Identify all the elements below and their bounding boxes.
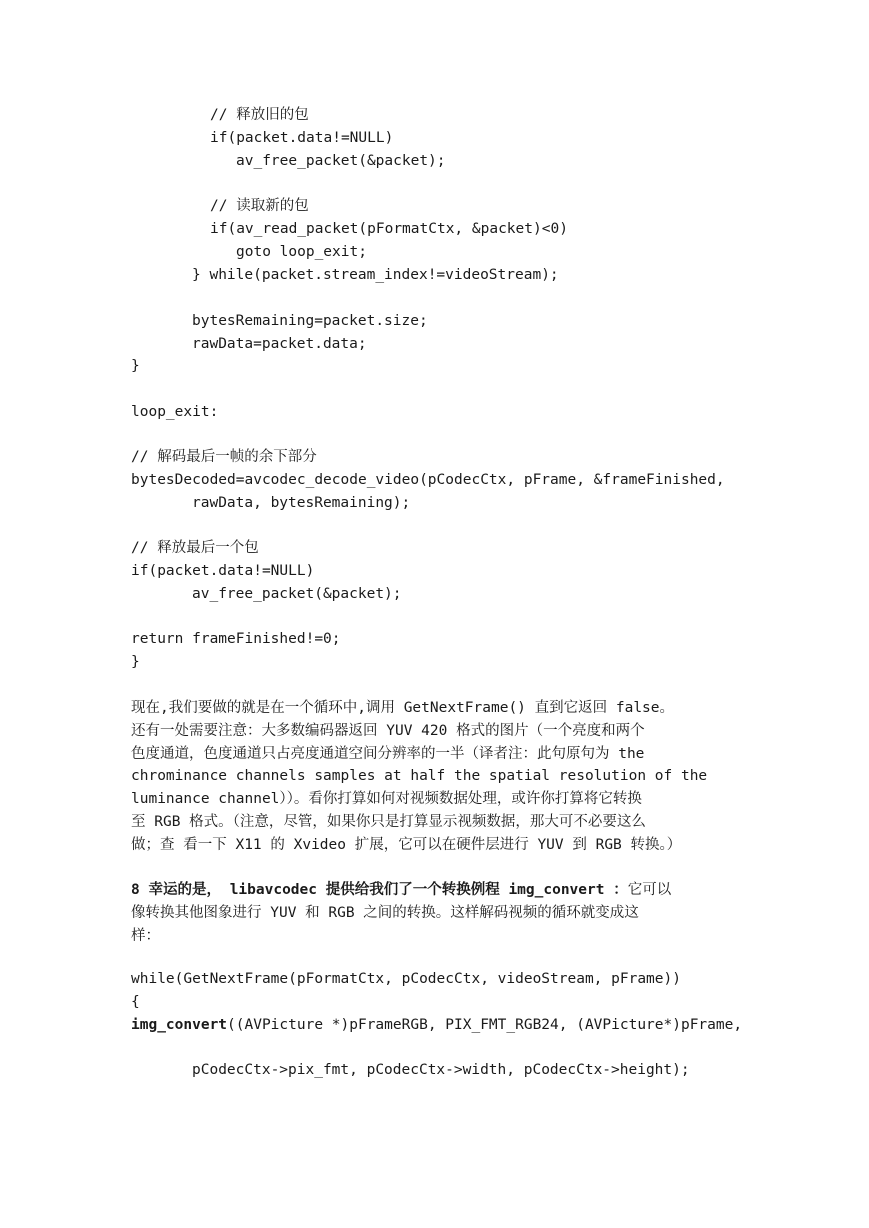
paragraph-line: 还有一处需要注意：大多数编码器返回 YUV 420 格式的图片（一个亮度和两个 — [131, 723, 645, 739]
paragraph-line — [131, 879, 671, 901]
code-line: } — [131, 654, 140, 670]
code-line: bytesDecoded=avcodec_decode_video(pCodecCtx, pFrame, &frameFinished, — [131, 472, 725, 488]
bold-lead-text: 8 幸运的是， libavcodec 提供给我们了一个转换例程 img_convert ： — [131, 882, 628, 898]
paragraph-line: luminance channel））。看你打算如何对视频数据处理，或许你打算将它转换 — [131, 791, 642, 807]
code-label-loop-exit: loop_exit: — [131, 404, 219, 420]
code-line: if(packet.data!=NULL) — [210, 130, 394, 146]
code-comment-read-new: // 读取新的包 — [210, 198, 309, 214]
code-line: while(GetNextFrame(pFormatCtx, pCodecCtx, videoStream, pFrame)) — [131, 971, 681, 987]
code-line — [131, 1014, 742, 1036]
code-line: rawData=packet.data; — [192, 336, 367, 352]
code-comment-release-old: // 释放旧的包 — [210, 107, 309, 123]
code-line: if(av_read_packet(pFormatCtx, &packet)<0) — [210, 221, 568, 237]
code-line: av_free_packet(&packet); — [236, 153, 446, 169]
code-line: } while(packet.stream_index!=videoStream); — [192, 267, 559, 283]
paragraph-line: 色度通道，色度通道只占亮度通道空间分辨率的一半（译者注：此句原句为 the — [131, 746, 645, 762]
paragraph-line: 现在,我们要做的就是在一个循环中,调用 GetNextFrame() 直到它返回 false。 — [131, 700, 675, 716]
code-line: goto loop_exit; — [236, 244, 367, 260]
code-line: if(packet.data!=NULL) — [131, 563, 315, 579]
code-comment-release-last: // 释放最后一个包 — [131, 540, 259, 556]
code-line: rawData, bytesRemaining); — [192, 495, 411, 511]
code-line: { — [131, 994, 140, 1010]
code-line: } — [131, 358, 140, 374]
code-comment-decode-last: // 解码最后一帧的余下部分 — [131, 449, 317, 465]
code-line: return frameFinished!=0; — [131, 631, 341, 647]
lead-continuation: 它可以 — [627, 882, 672, 898]
img-convert-args: ((AVPicture *)pFrameRGB, PIX_FMT_RGB24, (AVPicture*)pFrame, — [227, 1017, 743, 1033]
code-line: pCodecCtx->pix_fmt, pCodecCtx->width, pCodecCtx->height); — [192, 1062, 690, 1078]
code-line: av_free_packet(&packet); — [192, 586, 402, 602]
paragraph-line: 像转换其他图象进行 YUV 和 RGB 之间的转换。这样解码视频的循环就变成这 — [131, 905, 639, 921]
code-line: bytesRemaining=packet.size; — [192, 313, 428, 329]
paragraph-line: 做；查 看一下 X11 的 Xvideo 扩展，它可以在硬件层进行 YUV 到 RGB 转换。） — [131, 837, 682, 853]
img-convert-function: img_convert — [131, 1017, 228, 1033]
paragraph-line: 至 RGB 格式。（注意，尽管，如果你只是打算显示视频数据，那大可不必要这么 — [131, 814, 646, 830]
paragraph-line: chrominance channels samples at half the spatial resolution of the — [131, 768, 708, 784]
paragraph-line: 样： — [131, 928, 160, 944]
